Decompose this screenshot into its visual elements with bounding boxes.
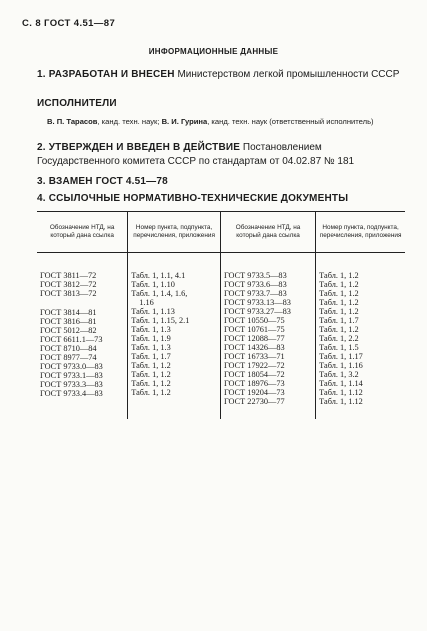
ref-cell: Табл. 1, 1.3 <box>131 325 171 334</box>
doc-cell: ГОСТ 9733.13—83 <box>223 298 291 307</box>
doc-cell: ГОСТ 14326—83 <box>223 343 285 352</box>
ref-cell: Табл. 1, 1.17 <box>319 352 363 361</box>
table-header-ref-right: Номер пункта, подпункта, перечисления, приложения <box>316 212 405 253</box>
ref-cell: Табл. 1, 1.2 <box>319 289 359 298</box>
doc-cell: ГОСТ 8710—84 <box>40 344 97 353</box>
executors-list <box>37 116 405 127</box>
doc-cell: ГОСТ 3816—81 <box>40 317 97 326</box>
ref-cell: Табл. 1, 1.2 <box>131 379 171 388</box>
references-table <box>37 211 405 419</box>
doc-cell: ГОСТ 22730—77 <box>223 397 285 406</box>
section-2 <box>37 141 405 169</box>
ref-cell: Табл. 1, 1.13 <box>131 307 175 316</box>
ref-cell: Табл. 1, 1.2 <box>319 271 359 280</box>
section-2-text: Постановлением Государственного комитета СССР по стандартам от 04.02.87 № 181 <box>37 142 355 167</box>
ref-cell: Табл. 1, 1.12 <box>319 388 363 397</box>
ref-cell: Табл. 1, 1.9 <box>131 334 171 343</box>
executors-heading: ИСПОЛНИТЕЛИ <box>37 98 117 109</box>
section-3: 3. ВЗАМЕН ГОСТ 4.51—78 <box>37 176 168 187</box>
doc-cell: ГОСТ 18054—72 <box>223 370 285 379</box>
ref-cell: Табл. 1, 1.16 <box>319 361 363 370</box>
ref-cell: 1.16 <box>139 298 154 307</box>
table-header-ref-left: Номер пункта, подпункта, перечисления, приложения <box>128 212 221 253</box>
ref-cell: Табл. 1, 1.2 <box>319 298 359 307</box>
ref-cell: Табл. 1, 1.2 <box>131 361 171 370</box>
ref-cell: Табл. 1, 1.2 <box>131 370 171 379</box>
ref-cell: Табл. 1, 1.10 <box>131 280 175 289</box>
ref-cell: Табл. 1, 1.2 <box>319 325 359 334</box>
right-refs-column <box>316 253 405 420</box>
doc-cell: ГОСТ 10761—75 <box>223 325 285 334</box>
doc-cell: ГОСТ 3812—72 <box>40 280 97 289</box>
doc-cell: ГОСТ 3814—81 <box>40 308 97 317</box>
doc-cell: ГОСТ 18976—73 <box>223 379 285 388</box>
ref-cell: Табл. 1, 1.5 <box>319 343 359 352</box>
ref-cell: Табл. 1, 1.14 <box>319 379 363 388</box>
doc-cell: ГОСТ 9733.27—83 <box>223 307 291 316</box>
doc-cell: ГОСТ 6611.1—73 <box>40 335 103 344</box>
ref-cell: Табл. 1, 2.2 <box>319 334 359 343</box>
section-1-text: Министерством легкой промышленности СССР <box>174 69 400 80</box>
doc-cell: ГОСТ 9733.6—83 <box>223 280 287 289</box>
doc-cell: ГОСТ 16733—71 <box>223 352 285 361</box>
ref-cell: Табл. 1, 1.12 <box>319 397 363 406</box>
doc-cell: ГОСТ 9733.3—83 <box>40 380 103 389</box>
ref-cell: Табл. 1, 1.7 <box>319 316 359 325</box>
doc-cell: ГОСТ 9733.7—83 <box>223 289 287 298</box>
ref-cell: Табл. 1, 1.15, 2.1 <box>131 316 190 325</box>
executor-title-1: , канд. техн. наук; <box>97 117 162 126</box>
section-2-heading: 2. УТВЕРЖДЕН И ВВЕДЕН В ДЕЙСТВИЕ <box>37 142 241 153</box>
doc-cell: ГОСТ 3813—72 <box>40 289 97 298</box>
section-1 <box>37 68 405 82</box>
doc-cell: ГОСТ 8977—74 <box>40 353 97 362</box>
ref-cell: Табл. 1, 1.3 <box>131 343 171 352</box>
doc-cell: ГОСТ 17922—72 <box>223 361 285 370</box>
page-title: ИНФОРМАЦИОННЫЕ ДАННЫЕ <box>148 47 279 56</box>
executor-name-1: В. П. Тарасов <box>47 117 98 126</box>
table-header-doc-right: Обозначение НТД, на который дана ссылка <box>220 212 315 253</box>
ref-cell: Табл. 1, 1.7 <box>131 352 171 361</box>
executor-name-2: В. И. Гурина <box>161 117 208 126</box>
ref-cell: Табл. 1, 1.2 <box>319 280 359 289</box>
table-header-doc-left: Обозначение НТД, на который дана ссылка <box>37 212 128 253</box>
doc-cell: ГОСТ 9733.0—83 <box>40 362 103 371</box>
doc-cell: ГОСТ 12088—77 <box>223 334 285 343</box>
right-docs-column <box>220 253 315 420</box>
doc-cell: ГОСТ 5012—82 <box>40 326 97 335</box>
doc-cell: ГОСТ 10550—75 <box>223 316 285 325</box>
ref-cell: Табл. 1, 1.2 <box>131 388 171 397</box>
executor-title-2: , канд. техн. наук (ответственный исполнитель) <box>207 117 374 126</box>
ref-cell: Табл. 1, 1.4, 1.6, <box>131 289 188 298</box>
doc-cell: ГОСТ 9733.1—83 <box>40 371 103 380</box>
doc-cell: ГОСТ 19204—73 <box>223 388 285 397</box>
left-docs-column <box>37 253 128 420</box>
left-refs-column <box>128 253 221 420</box>
doc-cell: ГОСТ 9733.5—83 <box>223 271 287 280</box>
ref-cell: Табл. 1, 1.2 <box>319 307 359 316</box>
page-header: С. 8 ГОСТ 4.51—87 <box>22 18 116 29</box>
doc-cell: ГОСТ 3811—72 <box>40 271 97 280</box>
section-4: 4. ССЫЛОЧНЫЕ НОРМАТИВНО-ТЕХНИЧЕСКИЕ ДОКУМЕНТЫ <box>37 193 349 204</box>
doc-cell: ГОСТ 9733.4—83 <box>40 389 103 398</box>
ref-cell: Табл. 1, 1.1, 4.1 <box>131 271 186 280</box>
ref-cell: Табл. 1, 3.2 <box>319 370 359 379</box>
section-1-heading: 1. РАЗРАБОТАН И ВНЕСЕН <box>37 69 175 80</box>
